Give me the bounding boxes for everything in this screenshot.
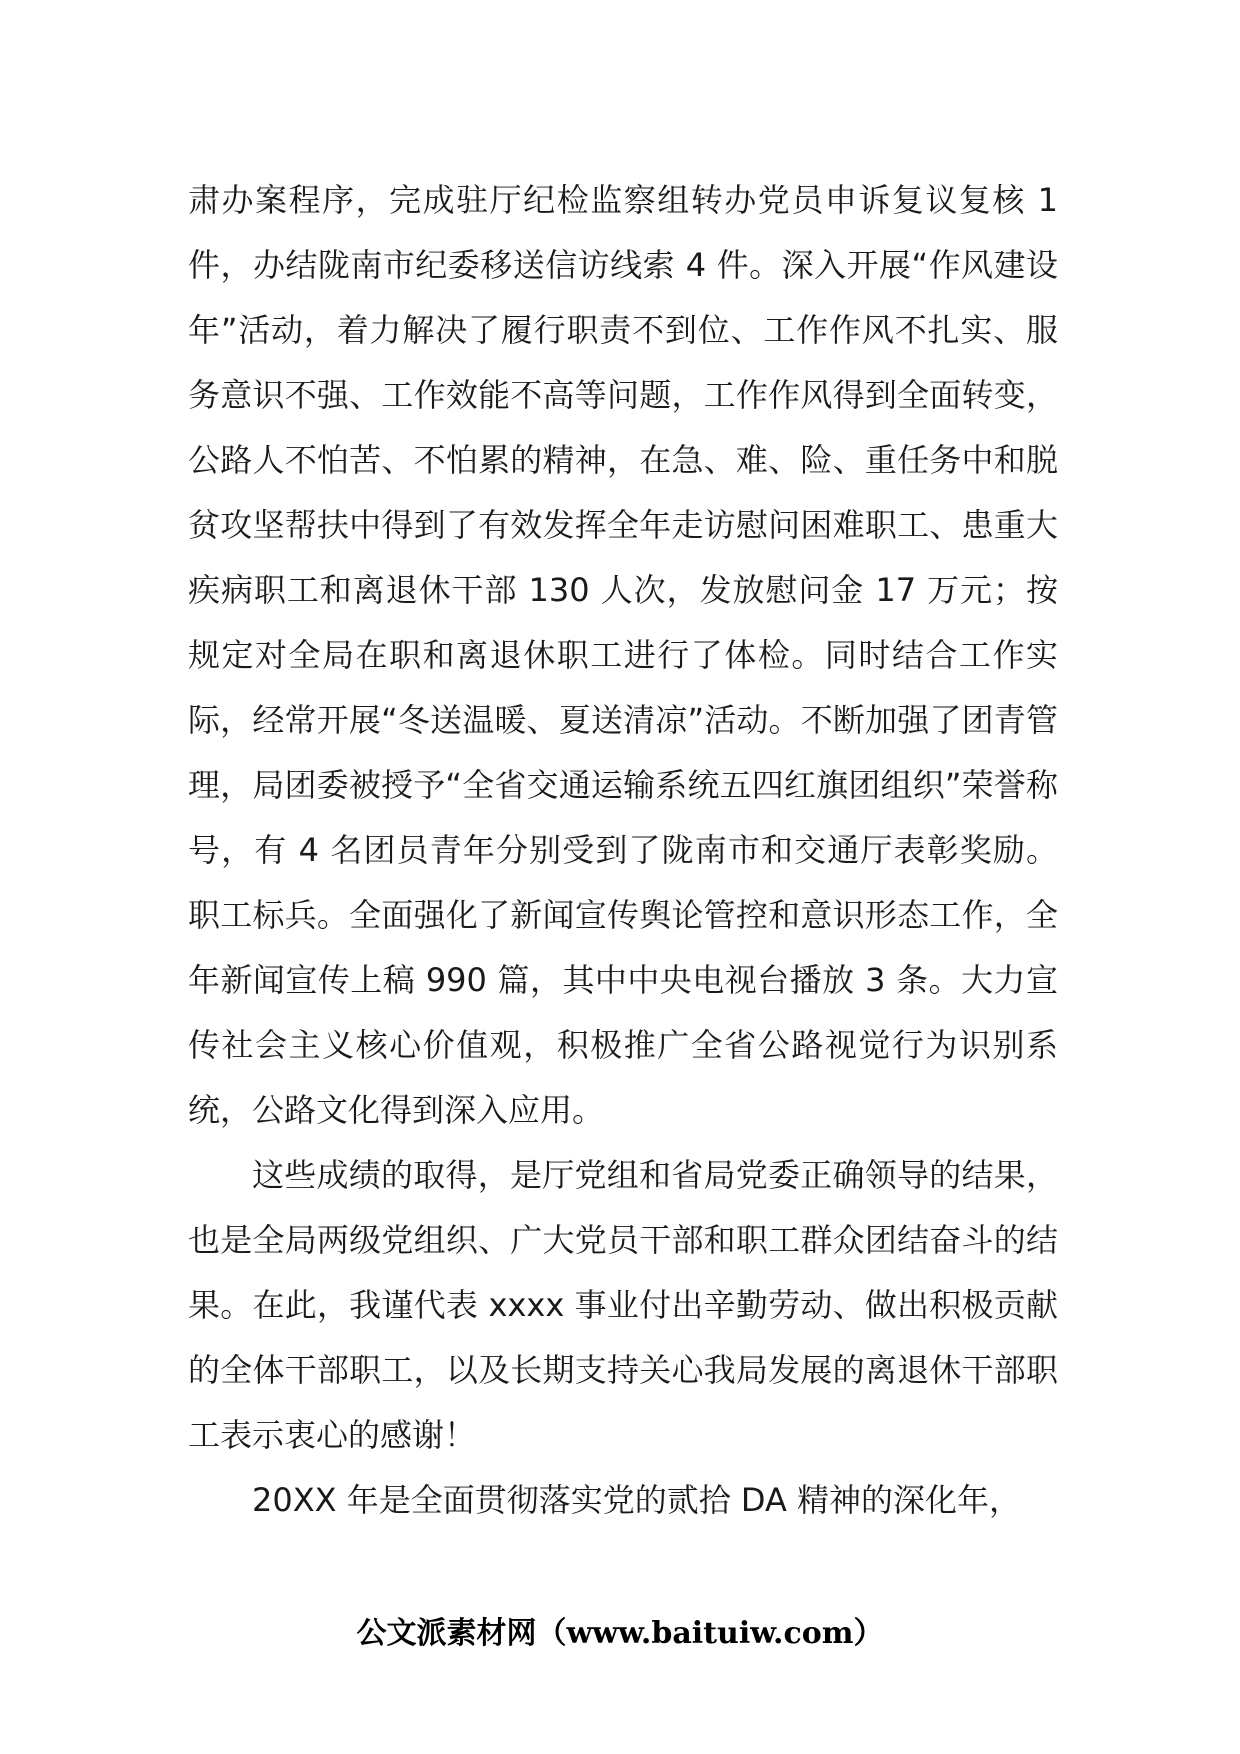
paragraph-1: 肃办案程序，完成驻厅纪检监察组转办党员申诉复议复核 1 件，办结陇南市纪委移送信访线索 4 件。深入开展“作风建设年”活动，着力解决了履行职责不到位、工作作风不扎实、服务意识不强、工作效能不高等问题，工作作风得到全面转变，公路人不怕苦、不怕累的精神，在急、难、险、重任务中和脱贫攻坚帮扶中得到了有效发挥全年走访慰问困难职工、患重大疾病职工和离退休干部 130 人次，发放慰问金 17 万元；按规定对全局在职和离退休职工进行了体检。同时结合工作实际，经常开展“冬送温暖、夏送清凉”活动。不断加强了团青管理，局团委被授予“全省交通运输系统五四红旗团组织”荣誉称号，有 4 名团员青年分别受到了陇南市和交通厅表彰奖励。职工标兵。全面强化了新闻宣传舆论管控和意识形态工作，全年新闻宣传上稿 990 篇，其中中央电视台播放 3 条。大力宣传社会主义核心价值观，积极推广全省公路视觉行为识别系统，公路文化得到深入应用。	[188, 181, 1058, 1129]
footer-watermark: 公文派素材网（www.baituiw.com）	[356, 1616, 884, 1651]
paragraph-3: 20XX 年是全面贯彻落实党的贰拾 DA 精神的深化年，	[252, 1481, 1022, 1519]
paragraph-2: 这些成绩的取得，是厅党组和省局党委正确领导的结果，也是全局两级党组织、广大党员干部和职工群众团结奋斗的结果。在此，我谨代表 xxxx 事业付出辛勤劳动、做出积极贡献的全体干部职工，以及长期支持关心我局发展的离退休干部职工表示衷心的感谢！	[188, 1156, 1058, 1454]
document-body	[188, 168, 1058, 1533]
